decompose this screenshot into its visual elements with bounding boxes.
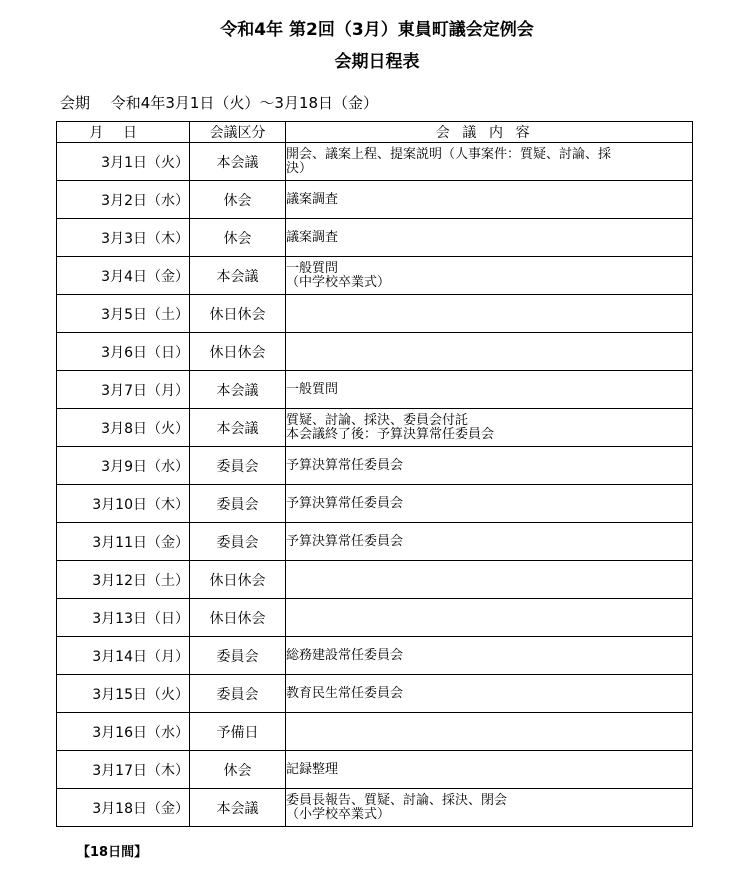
row-meeting-content xyxy=(286,599,693,637)
content-line: （小学校卒業式） xyxy=(286,806,391,822)
table-row xyxy=(57,751,693,789)
content-line: 議案調査 xyxy=(286,229,339,245)
row-meeting-content xyxy=(286,447,693,485)
session-period xyxy=(60,93,378,113)
content-line: 決） xyxy=(286,160,313,176)
content-line: 本会議終了後：予算決算常任委員会 xyxy=(286,426,495,442)
row-meeting-content xyxy=(286,523,693,561)
header-date-label: 月日 xyxy=(89,125,157,141)
row-meeting-type: 委員会 xyxy=(190,637,286,675)
table-row xyxy=(57,257,693,295)
row-meeting-content xyxy=(286,675,693,713)
table-row xyxy=(57,219,693,257)
schedule-body xyxy=(57,143,693,827)
row-date: 3月18日（金） xyxy=(57,789,190,827)
row-meeting-content xyxy=(286,143,693,181)
table-row xyxy=(57,789,693,827)
row-date: 3月5日（土） xyxy=(57,295,190,333)
table-row xyxy=(57,675,693,713)
document-title: 令和4年 第2回（3月）東員町議会定例会 xyxy=(220,20,534,40)
table-row xyxy=(57,561,693,599)
row-date: 3月4日（金） xyxy=(57,257,190,295)
content-line: 総務建設常任委員会 xyxy=(286,647,404,663)
row-date: 3月11日（金） xyxy=(57,523,190,561)
content-line: 委員長報告、質疑、討論、採決、閉会 xyxy=(286,792,508,808)
row-meeting-type: 委員会 xyxy=(190,523,286,561)
row-date: 3月8日（火） xyxy=(57,409,190,447)
table-row xyxy=(57,485,693,523)
table-row xyxy=(57,447,693,485)
row-meeting-type: 休日休会 xyxy=(190,561,286,599)
content-line: 予算決算常任委員会 xyxy=(286,457,404,473)
row-meeting-content xyxy=(286,637,693,675)
row-meeting-type: 本会議 xyxy=(190,371,286,409)
row-date: 3月17日（木） xyxy=(57,751,190,789)
content-line: （中学校卒業式） xyxy=(286,274,391,290)
row-meeting-content xyxy=(286,295,693,333)
schedule-header-row xyxy=(57,122,693,143)
session-period-value: 令和4年3月1日（火）～3月18日（金） xyxy=(110,94,379,112)
table-row xyxy=(57,409,693,447)
row-meeting-type: 本会議 xyxy=(190,789,286,827)
header-date xyxy=(57,122,190,143)
row-meeting-content xyxy=(286,409,693,447)
content-line: 議案調査 xyxy=(286,191,339,207)
row-meeting-type: 休日休会 xyxy=(190,295,286,333)
header-content-label: 会議内容 xyxy=(435,125,543,141)
header-content xyxy=(286,122,693,143)
row-meeting-type: 予備日 xyxy=(190,713,286,751)
row-meeting-content xyxy=(286,485,693,523)
row-date: 3月3日（木） xyxy=(57,219,190,257)
header-type xyxy=(190,122,286,143)
row-meeting-content xyxy=(286,257,693,295)
table-row xyxy=(57,143,693,181)
row-date: 3月13日（日） xyxy=(57,599,190,637)
document-subtitle: 会期日程表 xyxy=(334,52,420,72)
content-line: 一般質問 xyxy=(286,260,339,276)
table-row xyxy=(57,599,693,637)
row-meeting-type: 休会 xyxy=(190,219,286,257)
content-line: 開会、議案上程、提案説明（人事案件：質疑、討論、採 xyxy=(286,146,612,162)
content-line: 記録整理 xyxy=(286,761,339,777)
row-date: 3月15日（火） xyxy=(57,675,190,713)
row-meeting-content xyxy=(286,333,693,371)
row-meeting-type: 委員会 xyxy=(190,675,286,713)
table-row xyxy=(57,181,693,219)
table-row xyxy=(57,295,693,333)
content-line: 一般質問 xyxy=(286,381,339,397)
row-meeting-content xyxy=(286,181,693,219)
table-row xyxy=(57,371,693,409)
row-meeting-type: 休会 xyxy=(190,751,286,789)
row-date: 3月14日（月） xyxy=(57,637,190,675)
row-date: 3月7日（月） xyxy=(57,371,190,409)
row-meeting-content xyxy=(286,371,693,409)
row-meeting-type: 本会議 xyxy=(190,257,286,295)
row-meeting-content xyxy=(286,789,693,827)
row-meeting-type: 本会議 xyxy=(190,143,286,181)
row-date: 3月2日（水） xyxy=(57,181,190,219)
row-meeting-type: 休日休会 xyxy=(190,599,286,637)
content-line: 質疑、討論、採決、委員会付託 xyxy=(286,412,469,428)
table-row xyxy=(57,637,693,675)
row-meeting-type: 委員会 xyxy=(190,447,286,485)
row-date: 3月1日（火） xyxy=(57,143,190,181)
header-type-label: 会議区分 xyxy=(209,125,266,141)
total-days: 【18日間】 xyxy=(77,845,148,860)
row-date: 3月12日（土） xyxy=(57,561,190,599)
row-date: 3月9日（水） xyxy=(57,447,190,485)
row-date: 3月6日（日） xyxy=(57,333,190,371)
content-line: 予算決算常任委員会 xyxy=(286,533,404,549)
table-row xyxy=(57,713,693,751)
schedule-table xyxy=(56,121,693,827)
session-period-label: 会期 xyxy=(60,94,91,112)
row-meeting-content xyxy=(286,561,693,599)
table-row xyxy=(57,333,693,371)
content-line: 予算決算常任委員会 xyxy=(286,495,404,511)
row-date: 3月10日（木） xyxy=(57,485,190,523)
row-meeting-type: 休日休会 xyxy=(190,333,286,371)
content-line: 教育民生常任委員会 xyxy=(286,685,404,701)
row-meeting-type: 本会議 xyxy=(190,409,286,447)
row-meeting-type: 休会 xyxy=(190,181,286,219)
row-meeting-content xyxy=(286,751,693,789)
row-meeting-content xyxy=(286,713,693,751)
table-row xyxy=(57,523,693,561)
row-date: 3月16日（水） xyxy=(57,713,190,751)
row-meeting-type: 委員会 xyxy=(190,485,286,523)
row-meeting-content xyxy=(286,219,693,257)
